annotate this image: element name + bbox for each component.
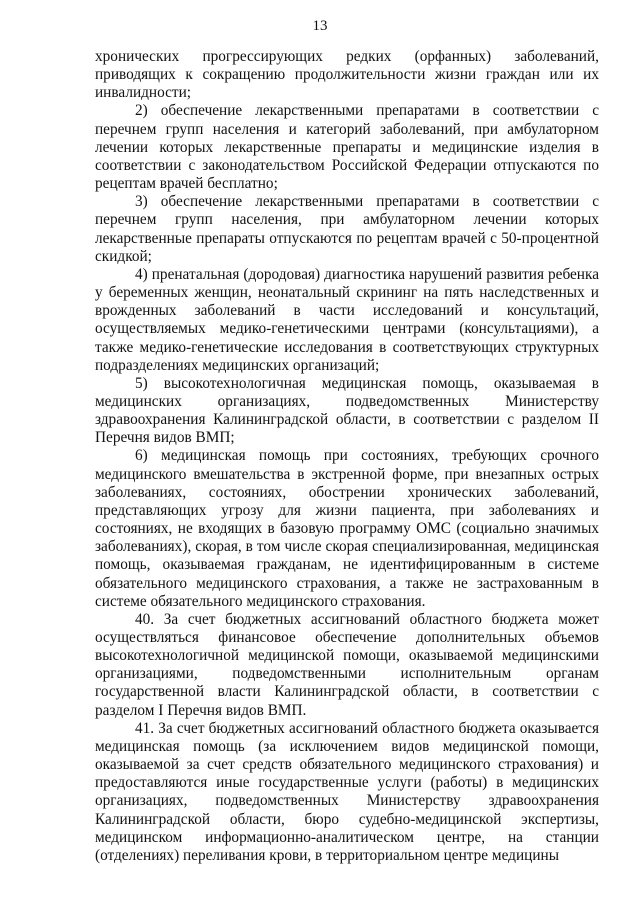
paragraph-item-2: 2) обеспечение лекарственными препаратами в соответствии с перечнем групп населения и категорий заболеваний, при амбулаторном лечении которых лекарственные препараты и медицинские изделия в соответствии с законодательством Российской Федерации отпускаются по рецептам врачей бесплатно; <box>95 102 599 193</box>
paragraph-item-5: 5) высокотехнологичная медицинская помощь, оказываемая в медицинских организациях, подведомственных Министерству здравоохранения Калининградской области, в соответствии с разделом II Перечня видов ВМП; <box>95 374 599 447</box>
paragraph-item-6: 6) медицинская помощь при состояниях, требующих срочного медицинского вмешательства в экстренной форме, при внезапных острых заболеваниях, состояниях, обострении хронических заболеваний, представляющих угрозу для жизни пациента, при заболеваниях и состояниях, не входящих в базовую программу ОМС (социально значимых заболеваниях), скорая, в том числе скорая специализированная, медицинская помощь, оказываемая гражданам, не идентифицированным в системе обязательного медицинского страхования, а также не застрахованным в системе обязательного медицинского страхования. <box>95 447 599 610</box>
paragraph-continued: хронических прогрессирующих редких (орфанных) заболеваний, приводящих к сокращению продолжительности жизни граждан или их инвалидности; <box>95 48 599 102</box>
document-body <box>95 48 599 865</box>
paragraph-item-4: 4) пренатальная (дородовая) диагностика нарушений развития ребенка у беременных женщин, неонатальный скрининг на пять наследственных и врожденных заболеваний в части исследований и консультаций, осуществляемых медико-генетическими центрами (консультациями), а также медико-генетические исследования в соответствующих структурных подразделениях медицинских организаций; <box>95 265 599 374</box>
paragraph-item-3: 3) обеспечение лекарственными препаратами в соответствии с перечнем групп населения, при амбулаторном лечении которых лекарственные препараты отпускаются по рецептам врачей с 50-процентной скидкой; <box>95 193 599 265</box>
page-number: 13 <box>312 18 328 34</box>
paragraph-clause-40: 40. За счет бюджетных ассигнований областного бюджета может осуществляться финансовое обеспечение дополнительных объемов высокотехнологичной медицинской помощи, оказываемой медицинскими организациями, подведомственными исполнительным органам государственной власти Калининградской области, в соответствии с разделом I Перечня видов ВМП. <box>95 610 599 719</box>
paragraph-clause-41: 41. За счет бюджетных ассигнований областного бюджета оказывается медицинская помощь (за исключением видов медицинской помощи, оказываемой за счет средств обязательного медицинского страхования) и предоставляются иные государственные услуги (работы) в медицинских организациях, подведомственных Министерству здравоохранения Калининградской области, бюро судебно-медицинской экспертизы, медицинском информационно-аналитическом центре, на станции (отделениях) переливания крови, в территориальном центре медицины <box>95 719 599 864</box>
